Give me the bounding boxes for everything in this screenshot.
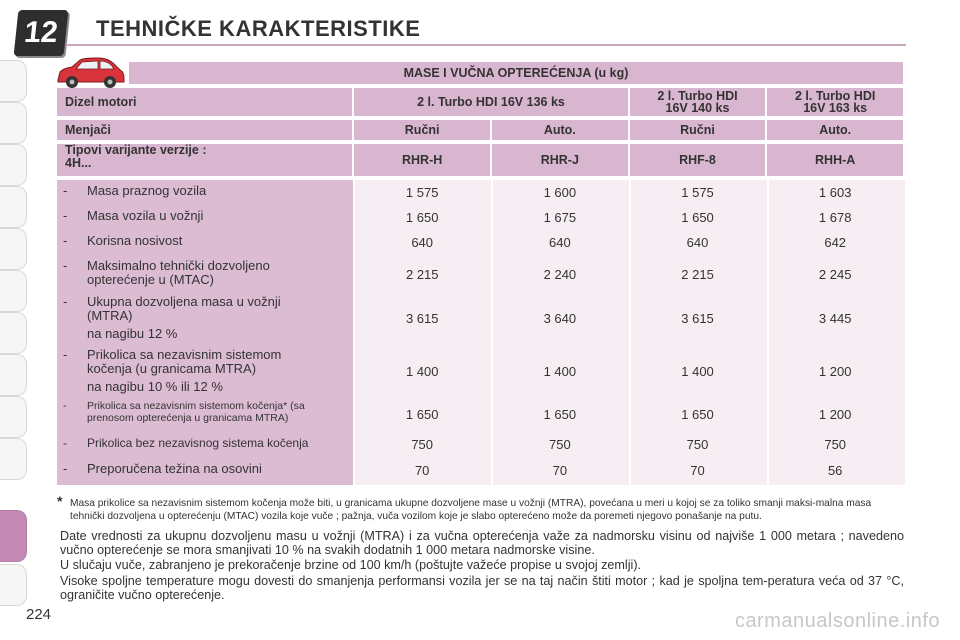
row-value: 2 215 xyxy=(405,266,439,282)
chapter-tab[interactable] xyxy=(0,564,27,606)
row-value: 1 200 xyxy=(818,363,852,379)
gearbox-value: Ručni xyxy=(630,120,766,140)
chapter-tab[interactable] xyxy=(0,228,27,270)
row-value: 1 675 xyxy=(543,209,577,225)
row-label: Korisna nosivost xyxy=(87,233,183,248)
table-row xyxy=(57,436,903,452)
chapter-tab[interactable] xyxy=(0,270,27,312)
table-caption-row xyxy=(57,62,903,84)
row-value: 640 xyxy=(549,234,571,250)
row-value: 3 445 xyxy=(818,310,852,326)
variant-value: RHF-8 xyxy=(630,144,766,176)
watermark: carmanualsonline.info xyxy=(734,610,940,632)
chapter-tab[interactable] xyxy=(0,396,27,438)
engine-a: 2 l. Turbo HDI 16V 136 ks xyxy=(354,88,627,116)
footnote-text: Masa prikolice sa nezavisnim sistemom kočenja može biti, u granicama ukupne dozvoljene mase u vožnji (MTRA), povećana u meri u kojoj se za toliko smanji maksi-malna masa tehnički dozvoljena u opterećenju (MTAC) vozila koje vuče ; pažnja, vuča vozilom koje je slabo opterećeno može da poremeti njegovo ponašanje na putu. xyxy=(70,498,872,522)
variant-label-line2: 4H... xyxy=(65,156,92,170)
gearbox-row-label: Menjači xyxy=(57,120,352,140)
chapter-tab[interactable] xyxy=(0,312,27,354)
row-value: 642 xyxy=(824,234,847,250)
row-dash: - xyxy=(63,208,68,223)
row-value: 70 xyxy=(414,462,430,478)
table-caption: MASE I VUČNA OPTEREĆENJA (u kg) xyxy=(129,62,903,84)
variant-value: RHH-A xyxy=(767,144,903,176)
row-dash: - xyxy=(63,347,68,362)
variant-label-line1: Tipovi varijante verzije : xyxy=(65,143,207,157)
row-value: 2 240 xyxy=(543,266,577,282)
row-label: Prikolica sa nezavisnim sistemom kočenja* (sa prenosom opterećenja u granicama MTRA) xyxy=(87,400,305,424)
table-row xyxy=(57,400,903,428)
row-label: Preporučena težina na osovini xyxy=(87,461,262,476)
page-number: 224 xyxy=(26,606,52,623)
row-dash: - xyxy=(63,436,67,450)
chapter-tab[interactable] xyxy=(0,144,27,186)
row-value: 1 650 xyxy=(681,209,714,225)
title-divider xyxy=(66,44,906,46)
row-label: Ukupna dozvoljena masa u vožnji (MTRA) xyxy=(87,294,281,323)
gearbox-value: Ručni xyxy=(354,120,490,140)
row-value: 640 xyxy=(411,234,434,250)
row-value: 1 600 xyxy=(543,184,577,200)
body-paragraph: U slučaju vuče, zabranjeno je prekoračenje brzine od 100 km/h (poštujte važeće propise u svojoj zemlji). xyxy=(60,558,642,572)
row-value: 1 575 xyxy=(405,184,439,200)
row-value: 750 xyxy=(686,436,709,452)
variant-row xyxy=(57,144,903,176)
row-value: 640 xyxy=(686,234,709,250)
row-value: 3 615 xyxy=(681,310,714,326)
row-dash: - xyxy=(63,400,67,412)
row-dash: - xyxy=(63,233,68,248)
row-value: 70 xyxy=(690,462,705,478)
row-value: 1 650 xyxy=(543,406,577,422)
row-dash: - xyxy=(63,183,68,198)
row-value: 1 603 xyxy=(818,184,852,200)
engine-c xyxy=(767,88,903,116)
chapter-tab[interactable] xyxy=(0,102,27,144)
row-label: Prikolica sa nezavisnim sistemom kočenja (u granicama MTRA) xyxy=(87,347,282,376)
chapter-tab-strip xyxy=(0,60,30,600)
row-value: 56 xyxy=(827,462,843,478)
row-value: 2 245 xyxy=(818,266,852,282)
row-value: 1 200 xyxy=(818,406,852,422)
row-value: 1 400 xyxy=(405,363,439,379)
row-sublabel: na nagibu 12 % xyxy=(87,326,178,341)
gearbox-value: Auto. xyxy=(492,120,628,140)
engine-b xyxy=(630,88,766,116)
body-paragraph: Date vrednosti za ukupnu dozvoljenu masu u vožnji (MTRA) i za vučna opterećenja važe za nadmorsku visinu od najviše 1 000 metara ; navedeno vučno opterećenje se mora smanjivati 10 % na svakih dodatnih 1 000 metara nadmorske visine. xyxy=(60,529,904,557)
row-dash: - xyxy=(63,258,68,273)
engine-b-line1: 2 l. Turbo HDI xyxy=(657,89,738,103)
row-label: Masa vozila u vožnji xyxy=(87,208,204,223)
chapter-tab[interactable] xyxy=(0,354,27,396)
gearbox-row xyxy=(57,120,903,140)
row-label: Maksimalno tehnički dozvoljeno opterećenje u (MTAC) xyxy=(87,258,270,287)
engine-b-line2: 16V 140 ks xyxy=(665,101,730,115)
table-row xyxy=(57,295,903,341)
table-row xyxy=(57,462,903,478)
engine-row xyxy=(57,88,903,116)
row-value: 2 215 xyxy=(681,266,714,282)
gearbox-value: Auto. xyxy=(767,120,903,140)
row-value: 1 678 xyxy=(818,209,852,225)
engine-c-line1: 2 l. Turbo HDI xyxy=(795,89,876,103)
table-row xyxy=(57,184,903,200)
row-value: 1 650 xyxy=(681,406,714,422)
variant-value: RHR-H xyxy=(354,144,490,176)
row-value: 70 xyxy=(552,462,568,478)
engine-c-line2: 16V 163 ks xyxy=(803,101,868,115)
chapter-tab[interactable] xyxy=(0,438,27,480)
row-label: Prikolica bez nezavisnog sistema kočenja xyxy=(87,436,309,450)
row-value: 1 650 xyxy=(405,406,439,422)
chapter-number-badge: 12 xyxy=(14,10,69,56)
chapter-tab[interactable] xyxy=(0,186,27,228)
row-dash: - xyxy=(63,294,68,309)
row-sublabel: na nagibu 10 % ili 12 % xyxy=(87,379,223,394)
footnote-star: * xyxy=(57,493,63,509)
row-value: 1 575 xyxy=(681,184,714,200)
row-label: Masa praznog vozila xyxy=(87,183,207,198)
table-row xyxy=(57,259,903,289)
row-value: 750 xyxy=(411,436,434,452)
row-value: 750 xyxy=(824,436,847,452)
row-value: 3 615 xyxy=(405,310,439,326)
chapter-tab[interactable] xyxy=(0,60,27,102)
chapter-tab-active[interactable] xyxy=(0,510,27,562)
row-value: 1 650 xyxy=(405,209,439,225)
row-dash: - xyxy=(63,461,68,476)
body-paragraph: Visoke spoljne temperature mogu dovesti do smanjenja performansi vozila jer se na taj način štiti motor ; kad je spoljna tem-peratura veća od 37 °C, ograničite vučno opterećenje. xyxy=(60,574,904,602)
engine-row-label: Dizel motori xyxy=(57,88,352,116)
row-value: 3 640 xyxy=(543,310,577,326)
page-title: TEHNIČKE KARAKTERISTIKE xyxy=(96,16,421,41)
table-row xyxy=(57,209,903,225)
row-value: 1 400 xyxy=(543,363,577,379)
table-row xyxy=(57,234,903,250)
table-row xyxy=(57,348,903,394)
footnote xyxy=(57,493,903,523)
variant-row-label xyxy=(57,144,352,176)
row-value: 750 xyxy=(549,436,571,452)
row-value: 1 400 xyxy=(681,363,714,379)
variant-value: RHR-J xyxy=(492,144,628,176)
